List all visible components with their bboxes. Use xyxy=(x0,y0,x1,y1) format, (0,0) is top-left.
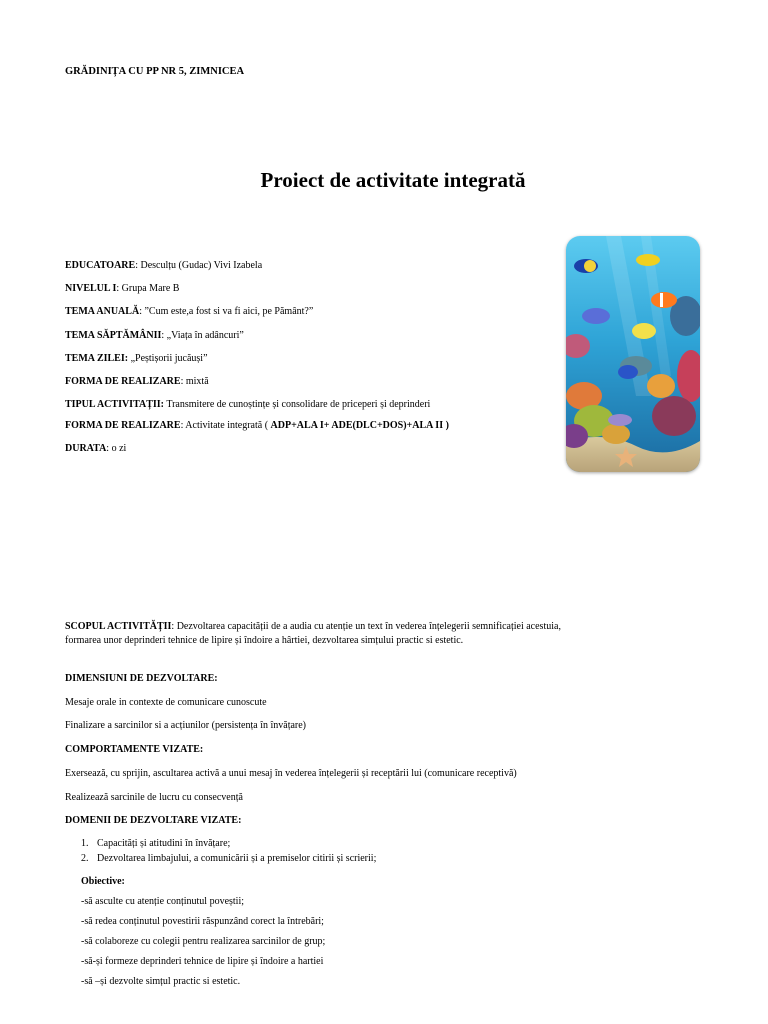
scop-text: : Dezvoltarea capacității de a audia cu atenție un text în vederea înțelegerii semnificației acestuia, xyxy=(171,621,561,632)
info-forma-realizare-2 xyxy=(65,420,449,431)
info-forma-realizare xyxy=(65,376,209,387)
info-value: : Activitate integrată ( xyxy=(180,420,271,431)
info-tipul-activitatii xyxy=(65,399,430,410)
obiective-heading: Obiective: xyxy=(81,876,125,887)
info-value: : mixtă xyxy=(180,376,209,387)
list-number: 2. xyxy=(81,853,89,864)
dimensiuni-item: Mesaje orale in contexte de comunicare cunoscute xyxy=(65,697,267,708)
domenii-heading: DOMENII DE DEZVOLTARE VIZATE: xyxy=(65,815,242,826)
school-name: GRĂDINIȚA CU PP NR 5, ZIMNICEA xyxy=(65,66,245,77)
scop-line-2: formarea unor deprinderi tehnice de lipire și îndoire a hârtiei, dezvoltarea simțului practic si estetic. xyxy=(65,635,464,646)
list-number: 1. xyxy=(81,838,89,849)
dimensiuni-heading: DIMENSIUNI DE DEZVOLTARE: xyxy=(65,673,218,684)
info-durata xyxy=(65,443,126,454)
obiectiv-item: -să-și formeze deprinderi tehnice de lipire și îndoire a hartiei xyxy=(81,956,324,967)
info-value: „Peștișorii jucăuși” xyxy=(128,353,208,364)
info-value-bold: ADP+ALA I+ ADE(DLC+DOS)+ALA II ) xyxy=(270,420,449,431)
domenii-list-item xyxy=(81,838,230,849)
info-value: : Grupa Mare B xyxy=(116,283,180,294)
info-label: TEMA SĂPTĂMÂNII xyxy=(65,330,162,341)
info-nivel xyxy=(65,283,179,294)
obiectiv-item: -să –și dezvolte simțul practic si estetic. xyxy=(81,976,241,987)
domenii-list-item xyxy=(81,853,376,864)
info-tema-anuala xyxy=(65,306,313,317)
list-text: Capacități și atitudini în învățare; xyxy=(97,838,231,849)
comportamente-item: Realizează sarcinile de lucru cu consecvență xyxy=(65,792,243,803)
scop-line-1 xyxy=(65,621,561,632)
info-value: : o zi xyxy=(106,443,127,454)
dimensiuni-item: Finalizare a sarcinilor si a acțiunilor (persistența în învățare) xyxy=(65,720,307,731)
aquarium-image xyxy=(566,236,700,472)
info-label: EDUCATOARE xyxy=(65,260,136,271)
info-tema-saptamanii xyxy=(65,330,244,341)
list-text: Dezvoltarea limbajului, a comunicării și a premiselor citirii și scrierii; xyxy=(97,853,377,864)
page-title: Proiect de activitate integrată xyxy=(260,168,526,192)
obiectiv-item: -să colaboreze cu colegii pentru realizarea sarcinilor de grup; xyxy=(81,936,326,947)
comportamente-item: Exersează, cu sprijin, ascultarea activă a unui mesaj în vederea înțelegerii și receptării lui (comunicare receptivă) xyxy=(65,768,517,779)
info-label: TIPUL ACTIVITAȚII: xyxy=(65,399,165,410)
info-label: DURATA xyxy=(65,443,107,454)
info-label: FORMA DE REALIZARE xyxy=(65,376,181,387)
obiectiv-item: -să redea conținutul povestirii răspunzând corect la întrebări; xyxy=(81,916,324,927)
info-label: FORMA DE REALIZARE xyxy=(65,420,181,431)
info-label: NIVELUL I xyxy=(65,283,117,294)
info-value: : „Viața în adâncuri” xyxy=(161,330,244,341)
info-tema-zilei xyxy=(65,353,208,364)
info-label: TEMA ZILEI: xyxy=(65,353,129,364)
comportamente-heading: COMPORTAMENTE VIZATE: xyxy=(65,744,204,755)
info-value: Transmitere de cunoștințe și consolidare de priceperi și deprinderi xyxy=(164,399,431,410)
info-value: : Desculțu (Gudac) Vivi Izabela xyxy=(135,260,263,271)
obiectiv-item: -să asculte cu atenție conținutul poveștii; xyxy=(81,896,245,907)
info-educatoare xyxy=(65,260,262,271)
info-value: : ”Cum este,a fost si va fi aici, pe Pământ?” xyxy=(139,306,314,317)
info-label: TEMA ANUALĂ xyxy=(65,306,140,317)
scop-label: SCOPUL ACTIVITĂȚII xyxy=(65,621,172,632)
